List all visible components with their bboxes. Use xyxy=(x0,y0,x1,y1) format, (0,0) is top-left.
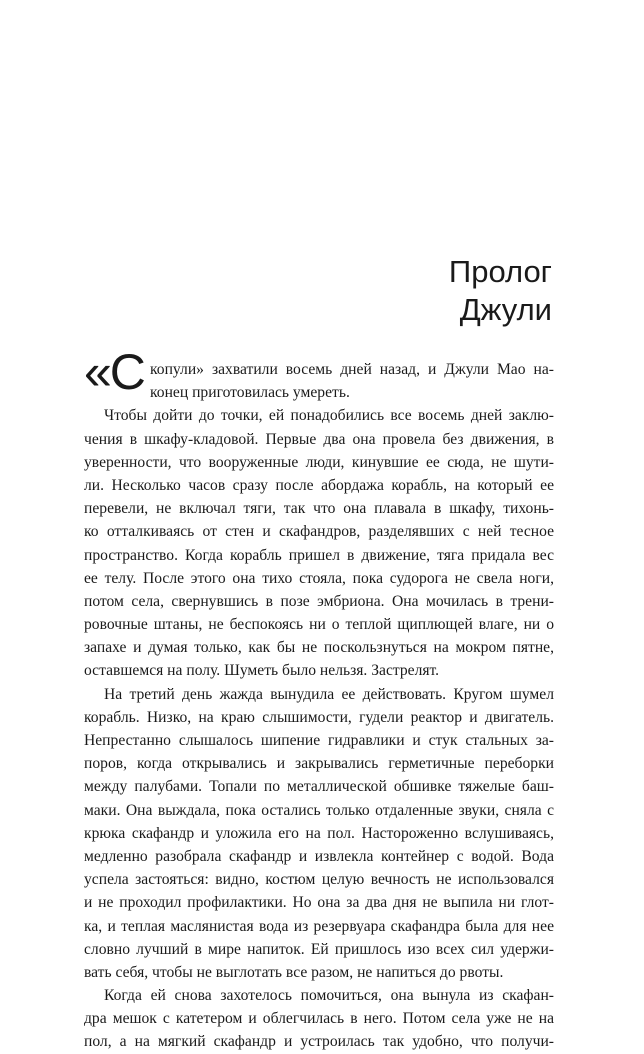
text-line: Когда ей снова захотелось помочиться, она вынула из скафан- xyxy=(104,987,554,1005)
text-line: корабль. Низко, на краю слышимости, гудели реактор и двигатель. xyxy=(84,708,554,726)
text-line: потом села, свернувшись в позе эмбриона. Она мочилась в трени- xyxy=(84,592,554,610)
text-line: медленно разобрала скафандр и извлекла контейнер с водой. Вода xyxy=(84,847,554,865)
text-line: между палубами. Топали по металлической обшивке тяжелые баш- xyxy=(84,778,554,796)
drop-cap: «С xyxy=(84,344,144,400)
text-line: словно лучший в мире напиток. Ей пришлось изо всех сил удержи- xyxy=(84,940,554,958)
text-line: ее телу. После этого она тихо стояла, пока судорога не свела ноги, xyxy=(84,569,554,587)
text-line: чения в шкафу-кладовой. Первые два она провела без движения, в xyxy=(84,430,554,448)
text-line: дра мешок с катетером и облегчилась в него. Потом села уже не на xyxy=(84,1010,554,1028)
text-line: пол, а на мягкий скафандр и устроилась так удобно, что получи- xyxy=(84,1033,554,1051)
text-line: На третий день жажда вынудила ее действовать. Кругом шумел xyxy=(104,685,554,703)
text-line: маки. Она выждала, пока остались только отдаленные звуки, сняла с xyxy=(84,801,554,819)
text-line: оставшемся на полу. Шуметь было нельзя. Застрелят. xyxy=(84,662,440,680)
text-line: ко отталкиваясь от стен и скафандров, разделявших с ней тесное xyxy=(84,523,554,541)
text-line: ка, и теплая маслянистая вода из резервуара скафандра была для нее xyxy=(84,917,554,935)
text-line: ровочные штаны, не беспокоясь ни о теплой щиплющей влаге, ни о xyxy=(84,616,554,634)
text-line: перевели, не включал тяги, так что она плавала в шкафу, тихонь- xyxy=(84,500,554,518)
text-line: поров, когда открывались и закрывались герметичные переборки xyxy=(84,755,554,773)
text-line: успела застояться: видно, костюм целую вечность не использовался xyxy=(84,871,554,889)
text-line: пространство. Когда корабль пришел в движение, тяга придала вес xyxy=(84,546,554,564)
text-line: ли. Несколько часов сразу после абордажа корабль, на который ее xyxy=(84,476,554,494)
chapter-title-prologue: Пролог xyxy=(448,254,552,289)
chapter-body xyxy=(84,344,554,1054)
text-line: вать себя, чтобы не выглотать все разом, не напиться до рвоты. xyxy=(84,963,504,981)
text-line: крюка скафандр и уложила его на пол. Настороженно вслушиваясь, xyxy=(84,824,554,842)
text-line: конец приготовилась умереть. xyxy=(150,384,350,402)
text-line: уверенности, что вооруженные люди, кинувшие ее сюда, не шути- xyxy=(84,453,554,471)
text-line: запахе и думая только, как бы не поскользнуться на мокром пятне, xyxy=(84,639,554,657)
chapter-heading xyxy=(449,253,552,329)
text-line: и не проходил профилактики. Но она за два дня не выпила ни глот- xyxy=(84,894,554,912)
chapter-title-name: Джули xyxy=(459,292,552,327)
text-line: копули» захватили восемь дней назад, и Джули Мао на- xyxy=(150,361,554,378)
text-line: Чтобы дойти до точки, ей понадобились все восемь дней заклю- xyxy=(104,407,554,425)
text-line: Непрестанно слышалось шипение гидравлики и стук стальных за- xyxy=(84,732,554,749)
